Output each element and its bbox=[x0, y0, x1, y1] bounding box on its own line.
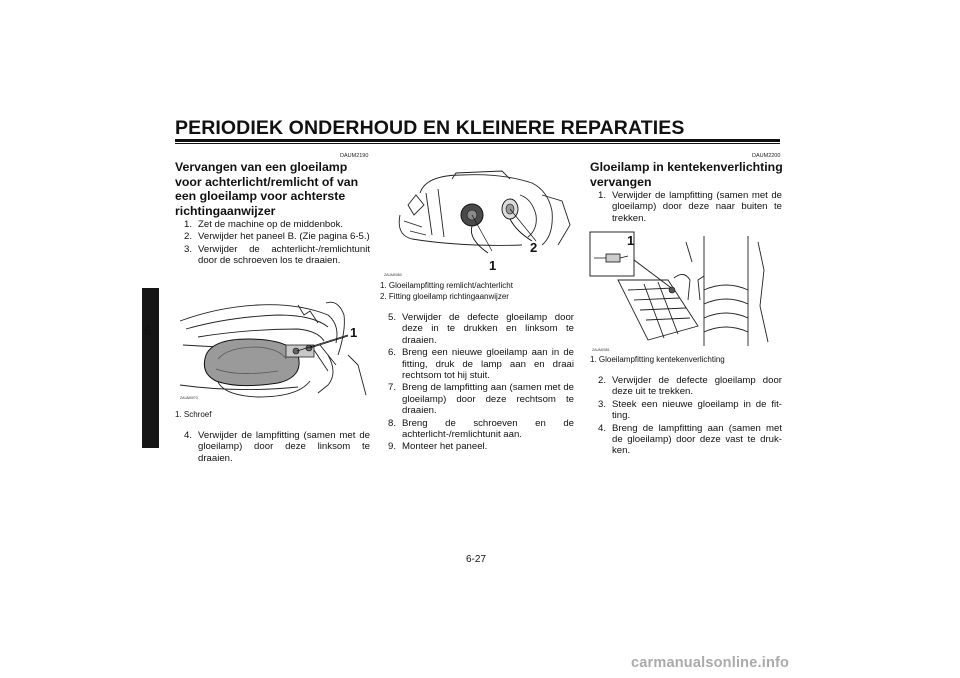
steps-list bbox=[598, 190, 782, 225]
title-line: vervangen bbox=[590, 174, 652, 189]
title-line: Gloeilamp in kentekenverlichting bbox=[590, 160, 783, 174]
list-item: 3. Verwijder de achterlicht-/remlichtunit door de schroeven los te draaien. bbox=[184, 243, 370, 267]
page-title: PERIODIEK ONDERHOUD EN KLEINERE REPARATIES bbox=[175, 117, 685, 139]
figure-code: ZAUM0070 bbox=[180, 396, 198, 400]
title-line: Vervangen van een gloeilamp bbox=[175, 160, 348, 174]
list-item: 4. Verwijder de lampfitting (samen met de gloeilamp) door deze linksom te draaien. bbox=[184, 430, 370, 464]
taillight-illustration bbox=[178, 285, 370, 403]
title-line: voor achterlicht/remlicht of van bbox=[175, 174, 359, 189]
steps-list bbox=[184, 219, 370, 268]
bulb-socket-illustration bbox=[392, 165, 578, 265]
header-rule bbox=[175, 139, 780, 142]
list-item: 4. Breng de lampfitting aan (samen met de gloeilamp) door deze vast te druk-ken. bbox=[598, 422, 782, 457]
figure-callout: 2 bbox=[530, 240, 538, 255]
figure-caption: 1. Schroef bbox=[175, 410, 212, 419]
steps-list bbox=[388, 312, 574, 454]
figure-code: ZAUM0080 bbox=[384, 273, 402, 277]
list-item: 6. Breng een nieuwe gloeilamp aan in de fitting, druk de lamp aan en draai rechtsom tot hij stuit. bbox=[388, 347, 574, 382]
section-code: DAUM2190 bbox=[340, 153, 369, 159]
license-light-illustration bbox=[588, 230, 780, 348]
chapter-number: 6 bbox=[144, 323, 152, 338]
figure-callout: 1 bbox=[627, 233, 635, 248]
list-item: 2. Verwijder het paneel B. (Zie pagina 6-5.) bbox=[184, 231, 370, 243]
list-item: 2. Verwijder de defecte gloeilamp door deze uit te trekken. bbox=[598, 375, 782, 398]
figure-callout: 1 bbox=[489, 258, 497, 273]
figure-code: ZAUM0081 bbox=[592, 348, 610, 352]
figure-callout: 1 bbox=[350, 325, 358, 340]
watermark: carmanualsonline.info bbox=[631, 655, 790, 671]
list-item: 7. Breng de lampfitting aan (samen met de gloeilamp) door deze rechtsom te draaien. bbox=[388, 382, 574, 417]
list-item: 9. Monteer het paneel. bbox=[388, 441, 488, 453]
list-item: 1. Zet de machine op de middenbok. bbox=[184, 219, 344, 230]
figure-caption: 1. Gloeilampfitting remlicht/achterlicht 2. Fitting gloeilamp richtingaanwijzer bbox=[380, 281, 513, 301]
chapter-tab bbox=[142, 288, 159, 448]
page-number: 6-27 bbox=[466, 554, 487, 565]
section-title-license-light bbox=[590, 160, 790, 189]
section-title-taillight bbox=[175, 160, 375, 218]
title-line: een gloeilamp voor achterste bbox=[175, 189, 346, 203]
title-line: richtingaanwijzer bbox=[175, 203, 276, 218]
list-item: 3. Steek een nieuwe gloeilamp in de fit-ting. bbox=[598, 398, 782, 422]
header-rule-thin bbox=[175, 143, 780, 144]
list-item: 1. Verwijder de lampfitting (samen met de gloeilamp) door deze naar buiten te trekken. bbox=[598, 190, 782, 224]
figure-caption: 1. Gloeilampfitting kentekenverlichting bbox=[590, 355, 725, 364]
steps-list-2 bbox=[598, 375, 782, 458]
list-item: 5. Verwijder de defecte gloeilamp door deze in te drukken en linksom te draaien. bbox=[388, 312, 574, 346]
steps-list-2 bbox=[184, 430, 370, 465]
section-code: DAUM2200 bbox=[752, 153, 781, 159]
list-item: 8. Breng de schroeven en de achterlicht-/remlichtunit aan. bbox=[388, 417, 574, 441]
